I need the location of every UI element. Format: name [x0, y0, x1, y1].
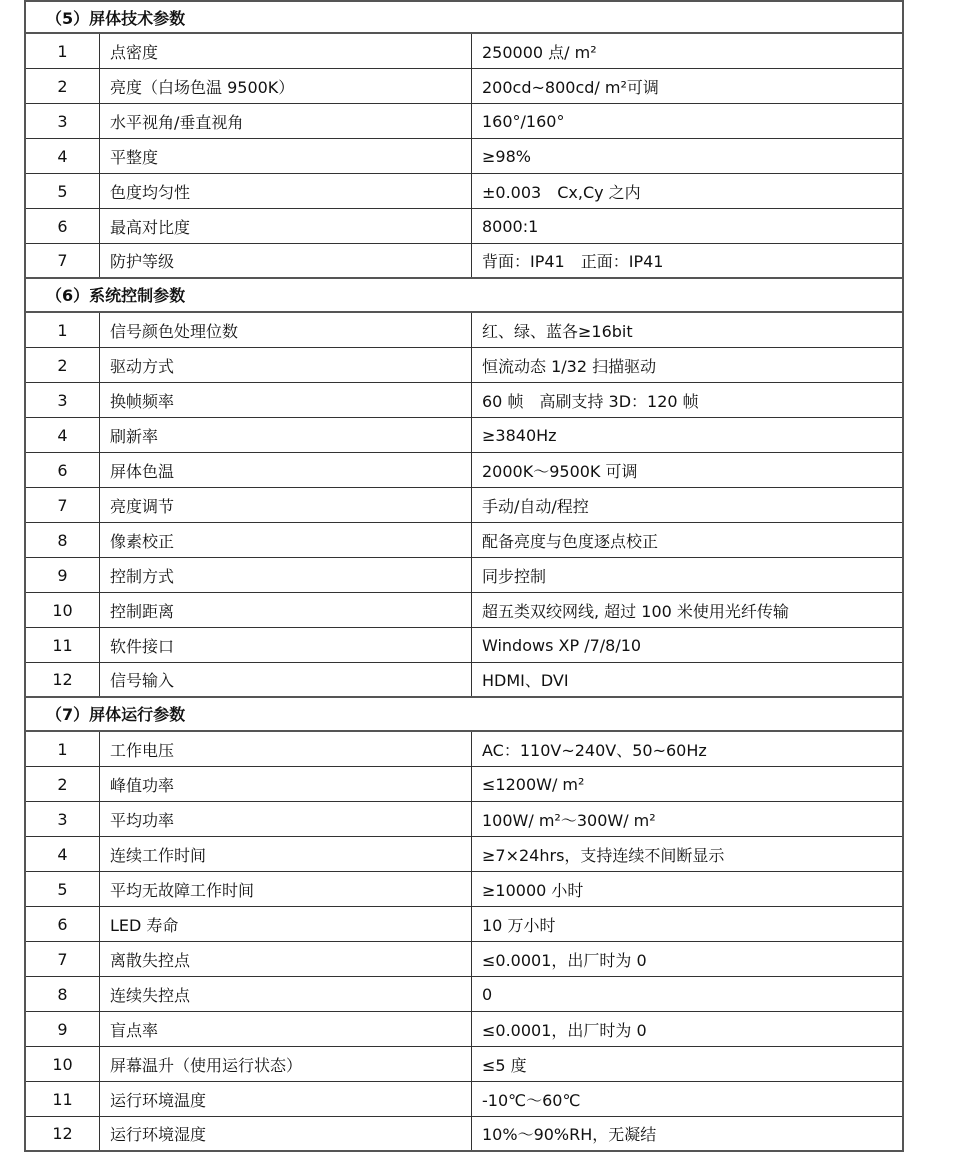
param-value: 2000K～9500K 可调: [482, 461, 638, 481]
param-name: 像素校正: [100, 523, 472, 557]
row-number: 3: [26, 802, 100, 836]
row-number: 11: [26, 1082, 100, 1116]
param-name: 连续工作时间: [100, 837, 472, 871]
row-number: 3: [26, 383, 100, 417]
row-number: 2: [26, 69, 100, 103]
row-number: 12: [26, 1117, 100, 1150]
row-number: 2: [26, 348, 100, 382]
param-value: 60 帧 高刷支持 3D：120 帧: [482, 391, 699, 411]
table-row: [26, 802, 902, 837]
param-name: 平整度: [100, 139, 472, 173]
table-row: [26, 628, 902, 663]
param-name: 色度均匀性: [100, 174, 472, 208]
param-value: 10%～90%RH，无凝结: [482, 1125, 657, 1144]
param-value: 配备亮度与色度逐点校正: [482, 531, 659, 551]
row-number: 6: [26, 453, 100, 487]
param-name: 工作电压: [100, 732, 472, 766]
section-header: （6）系统控制参数: [26, 279, 902, 313]
param-value: 10 万小时: [482, 915, 556, 935]
param-value: 手动/自动/程控: [482, 496, 589, 516]
row-number: 10: [26, 1047, 100, 1081]
row-number: 6: [26, 209, 100, 243]
param-value: ≤5 度: [482, 1055, 527, 1075]
param-value: 160°/160°: [482, 111, 565, 131]
param-value: 背面：IP41 正面：IP41: [482, 252, 664, 271]
param-name: 峰值功率: [100, 767, 472, 801]
param-name: 换帧频率: [100, 383, 472, 417]
param-name: 最高对比度: [100, 209, 472, 243]
table-row: [26, 732, 902, 767]
row-number: 8: [26, 977, 100, 1011]
table-row: [26, 209, 902, 244]
row-number: 9: [26, 1012, 100, 1046]
table-row: [26, 418, 902, 453]
table-row: [26, 593, 902, 628]
param-value: ≥98%: [482, 146, 531, 166]
param-value: 250000 点/ m²: [482, 42, 597, 62]
param-name: 离散失控点: [100, 942, 472, 976]
table-row: [26, 663, 902, 698]
param-value: 红、绿、蓝各≥16bit: [482, 321, 633, 341]
param-value: Windows XP /7/8/10: [482, 635, 642, 655]
table-row: [26, 313, 902, 348]
row-number: 10: [26, 593, 100, 627]
table-row: [26, 767, 902, 802]
param-value: ≥7×24hrs，支持连续不间断显示: [482, 845, 725, 865]
row-number: 1: [26, 34, 100, 68]
table-row: [26, 69, 902, 104]
table-row: [26, 104, 902, 139]
param-name: 点密度: [100, 34, 472, 68]
row-number: 1: [26, 732, 100, 766]
table-row: [26, 523, 902, 558]
param-value: ≥10000 小时: [482, 880, 584, 900]
param-value: 超五类双绞网线, 超过 100 米使用光纤传输: [482, 601, 789, 621]
row-number: 7: [26, 942, 100, 976]
param-name: 屏幕温升（使用运行状态）: [100, 1047, 472, 1081]
spec-table: [24, 0, 904, 1152]
param-name: 水平视角/垂直视角: [100, 104, 472, 138]
row-number: 4: [26, 139, 100, 173]
table-row: [26, 34, 902, 69]
param-value: AC：110V~240V、50~60Hz: [482, 740, 707, 760]
table-row: [26, 383, 902, 418]
param-name: 平均功率: [100, 802, 472, 836]
param-name: 运行环境湿度: [100, 1117, 472, 1150]
param-name: 信号颜色处理位数: [100, 313, 472, 347]
row-number: 4: [26, 418, 100, 452]
table-row: [26, 1082, 902, 1117]
param-value: 100W/ m²～300W/ m²: [482, 810, 656, 830]
table-row: [26, 907, 902, 942]
param-name: 盲点率: [100, 1012, 472, 1046]
param-name: 控制距离: [100, 593, 472, 627]
row-number: 7: [26, 244, 100, 277]
table-row: [26, 453, 902, 488]
row-number: 8: [26, 523, 100, 557]
param-name: 刷新率: [100, 418, 472, 452]
param-value: ≤0.0001，出厂时为 0: [482, 950, 647, 970]
table-row: [26, 1012, 902, 1047]
param-value: ≥3840Hz: [482, 425, 557, 445]
section-header: （7）屏体运行参数: [26, 698, 902, 732]
param-value: 同步控制: [482, 566, 547, 586]
param-value: 8000:1: [482, 216, 539, 236]
param-name: 平均无故障工作时间: [100, 872, 472, 906]
table-row: [26, 558, 902, 593]
param-name: 亮度调节: [100, 488, 472, 522]
row-number: 3: [26, 104, 100, 138]
table-row: [26, 872, 902, 907]
param-value: HDMI、DVI: [482, 671, 569, 690]
table-row: [26, 977, 902, 1012]
param-name: 屏体色温: [100, 453, 472, 487]
row-number: 4: [26, 837, 100, 871]
row-number: 1: [26, 313, 100, 347]
table-row: [26, 1047, 902, 1082]
param-value: 0: [482, 984, 493, 1004]
param-name: 防护等级: [100, 244, 472, 277]
row-number: 2: [26, 767, 100, 801]
row-number: 12: [26, 663, 100, 696]
row-number: 6: [26, 907, 100, 941]
row-number: 7: [26, 488, 100, 522]
param-name: 信号输入: [100, 663, 472, 696]
table-row: [26, 139, 902, 174]
param-name: 软件接口: [100, 628, 472, 662]
table-row: [26, 1117, 902, 1152]
param-name: LED 寿命: [100, 907, 472, 941]
table-row: [26, 942, 902, 977]
param-name: 控制方式: [100, 558, 472, 592]
param-value: -10℃～60℃: [482, 1090, 581, 1110]
param-name: 连续失控点: [100, 977, 472, 1011]
param-value: ≤1200W/ m²: [482, 774, 585, 794]
table-row: [26, 244, 902, 279]
param-value: ≤0.0001，出厂时为 0: [482, 1020, 647, 1040]
param-value: ±0.003 Cx,Cy 之内: [482, 182, 641, 202]
param-value: 200cd~800cd/ m²可调: [482, 77, 659, 97]
row-number: 9: [26, 558, 100, 592]
section-header: （5）屏体技术参数: [26, 0, 902, 34]
param-name: 运行环境温度: [100, 1082, 472, 1116]
param-value: 恒流动态 1/32 扫描驱动: [482, 356, 657, 376]
param-name: 驱动方式: [100, 348, 472, 382]
row-number: 5: [26, 174, 100, 208]
table-row: [26, 174, 902, 209]
table-row: [26, 837, 902, 872]
table-row: [26, 348, 902, 383]
row-number: 5: [26, 872, 100, 906]
param-name: 亮度（白场色温 9500K）: [100, 69, 472, 103]
table-row: [26, 488, 902, 523]
row-number: 11: [26, 628, 100, 662]
